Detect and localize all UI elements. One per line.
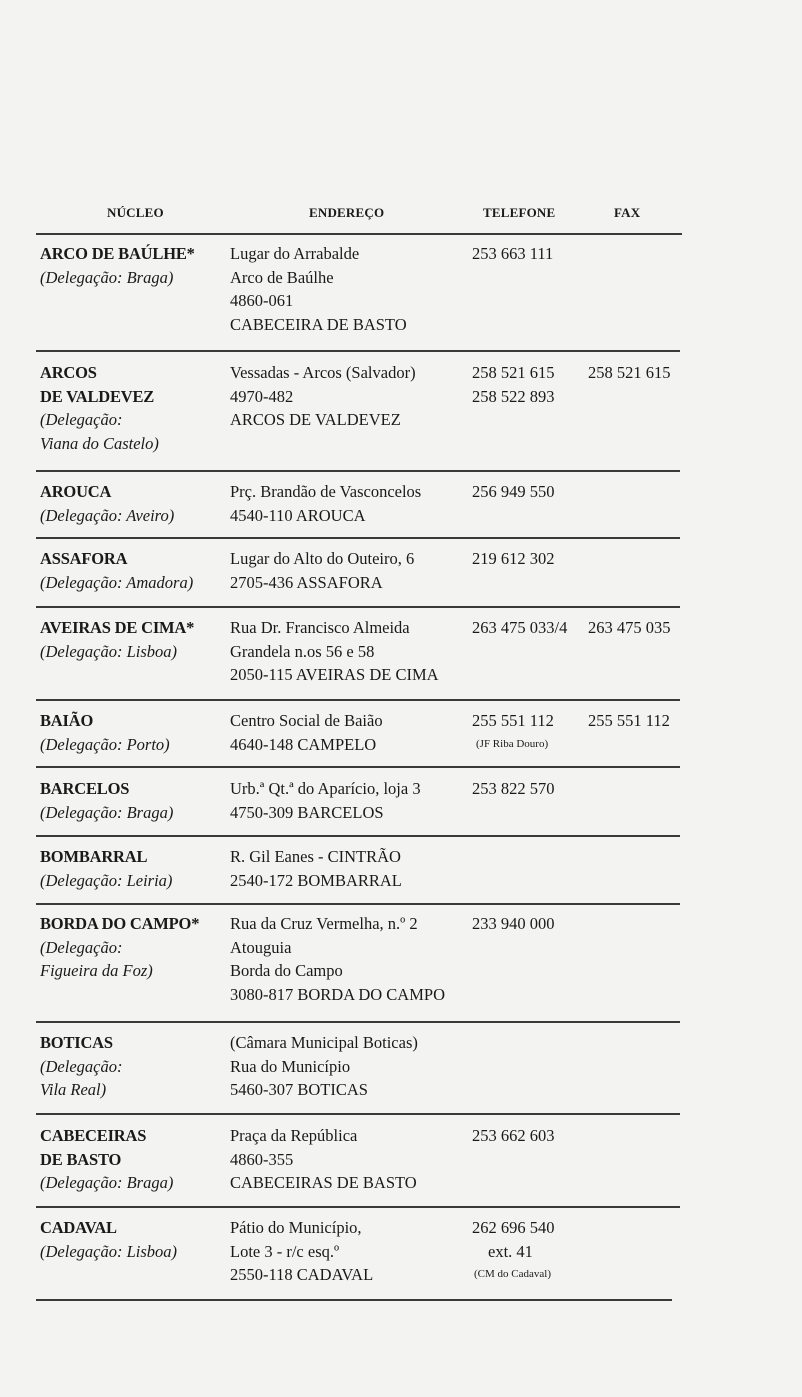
entry-name: DE VALDEVEZ	[40, 386, 155, 406]
phone-number: 258 522 893	[472, 386, 555, 406]
entry-name: CADAVAL	[40, 1218, 117, 1237]
address-line: Lote 3 - r/c esq.º	[230, 1241, 340, 1261]
entry-divider	[36, 606, 680, 608]
entry-divider	[36, 1021, 680, 1023]
entry-name: BOMBARRAL	[40, 847, 148, 866]
entry-name: ASSAFORA	[40, 549, 128, 568]
phone-number: 219 612 302	[472, 549, 555, 568]
address-line: 2540-172 BOMBARRAL	[230, 870, 402, 890]
phone-number: 263 475 033/4	[472, 618, 568, 637]
address-line: Centro Social de Baião	[230, 711, 383, 730]
entry-divider	[36, 1206, 680, 1208]
address-line: Arco de Baúlhe	[230, 267, 334, 287]
address-line: ARCOS DE VALDEVEZ	[230, 410, 401, 429]
entry-name: BAIÃO	[40, 711, 94, 730]
entry-delegation: (Delegação:	[40, 410, 123, 429]
phone-number: 256 949 550	[472, 482, 555, 501]
entry-delegation: Viana do Castelo)	[40, 433, 159, 453]
header-endereco: ENDEREÇO	[309, 205, 385, 220]
entry-name: BORDA DO CAMPO*	[40, 914, 200, 933]
fax-number: 258 521 615	[588, 363, 671, 382]
address-line: 4640-148 CAMPELO	[230, 734, 377, 754]
address-line: 5460-307 BOTICAS	[230, 1080, 368, 1099]
address-line: Lugar do Arrabalde	[230, 244, 360, 263]
address-line: 2705-436 ASSAFORA	[230, 572, 383, 592]
entry-delegation: Vila Real)	[40, 1080, 107, 1099]
entry-delegation: Figueira da Foz)	[40, 961, 153, 980]
entry-delegation: (Delegação:	[40, 937, 123, 957]
phone-number: 258 521 615	[472, 363, 555, 382]
entry-delegation: (Delegação: Braga)	[40, 1173, 174, 1192]
entry-divider	[36, 1299, 672, 1301]
fax-number: 263 475 035	[588, 618, 671, 637]
address-line: Vessadas - Arcos (Salvador)	[230, 363, 416, 382]
phone-number: 262 696 540	[472, 1218, 555, 1237]
entry-delegation: (Delegação: Amadora)	[40, 572, 194, 592]
entry-divider	[36, 835, 680, 837]
address-line: Praça da República	[230, 1126, 358, 1145]
entry-delegation: (Delegação: Lisboa)	[40, 641, 178, 661]
entry-divider	[36, 903, 680, 905]
entry-delegation: (Delegação: Lisboa)	[40, 1241, 178, 1261]
entry-divider	[36, 699, 680, 701]
address-line: 2050-115 AVEIRAS DE CIMA	[230, 665, 439, 684]
address-line: Atouguia	[230, 937, 292, 957]
address-line: CABECEIRAS DE BASTO	[230, 1173, 417, 1192]
entry-delegation: (Delegação: Porto)	[40, 734, 170, 754]
address-line: Rua Dr. Francisco Almeida	[230, 618, 410, 637]
entry-divider	[36, 537, 680, 539]
phone-extension: ext. 41	[488, 1241, 533, 1261]
address-line: R. Gil Eanes - CINTRÃO	[230, 847, 401, 866]
address-line: 3080-817 BORDA DO CAMPO	[230, 984, 445, 1004]
address-line: 4860-061	[230, 291, 294, 310]
phone-note: (JF Riba Douro)	[476, 737, 549, 750]
phone-number: 253 663 111	[472, 244, 554, 263]
header-nucleo: NÚCLEO	[107, 205, 164, 220]
entry-name: ARCOS	[40, 363, 97, 382]
address-line: Urb.ª Qt.ª do Aparício, loja 3	[230, 779, 421, 798]
phone-number: 253 822 570	[472, 779, 555, 798]
address-line: Prç. Brandão de Vasconcelos	[230, 482, 422, 501]
address-line: Pátio do Município,	[230, 1218, 362, 1237]
entry-delegation: (Delegação: Aveiro)	[40, 505, 175, 525]
entry-name: DE BASTO	[40, 1149, 122, 1169]
entry-name: CABECEIRAS	[40, 1126, 147, 1145]
address-line: Lugar do Alto do Outeiro, 6	[230, 549, 415, 568]
entry-delegation: (Delegação: Leiria)	[40, 870, 173, 890]
phone-number: 253 662 603	[472, 1126, 555, 1145]
address-line: 2550-118 CADAVAL	[230, 1265, 374, 1284]
entry-delegation: (Delegação: Braga)	[40, 802, 174, 822]
address-line: 4750-309 BARCELOS	[230, 802, 384, 822]
entry-name: ARCO DE BAÚLHE*	[40, 244, 195, 263]
phone-note: (CM do Cadaval)	[474, 1268, 551, 1280]
entry-name: AVEIRAS DE CIMA*	[40, 618, 195, 637]
address-line: 4860-355	[230, 1149, 294, 1169]
phone-number: 233 940 000	[472, 914, 555, 933]
header-fax: FAX	[614, 205, 641, 220]
entry-divider	[36, 766, 680, 768]
phone-number: 255 551 112	[472, 711, 554, 730]
entry-divider	[36, 1113, 680, 1115]
entry-name: AROUCA	[40, 482, 112, 501]
entry-divider	[36, 470, 680, 472]
address-line: Grandela n.os 56 e 58	[230, 641, 375, 661]
header-telefone: TELEFONE	[483, 205, 556, 220]
entry-divider	[36, 350, 680, 352]
address-line: (Câmara Municipal Boticas)	[230, 1033, 418, 1052]
fax-number: 255 551 112	[588, 711, 670, 730]
entry-name: BOTICAS	[40, 1033, 113, 1052]
address-line: Rua da Cruz Vermelha, n.º 2	[230, 914, 418, 933]
address-line: 4540-110 AROUCA	[230, 505, 366, 525]
address-line: CABECEIRA DE BASTO	[230, 314, 407, 334]
entry-delegation: (Delegação: Braga)	[40, 267, 174, 287]
entry-delegation: (Delegação:	[40, 1056, 123, 1076]
address-line: 4970-482	[230, 386, 294, 406]
address-line: Rua do Município	[230, 1056, 351, 1076]
address-line: Borda do Campo	[230, 961, 343, 980]
header-divider	[36, 233, 682, 235]
entry-name: BARCELOS	[40, 779, 130, 798]
